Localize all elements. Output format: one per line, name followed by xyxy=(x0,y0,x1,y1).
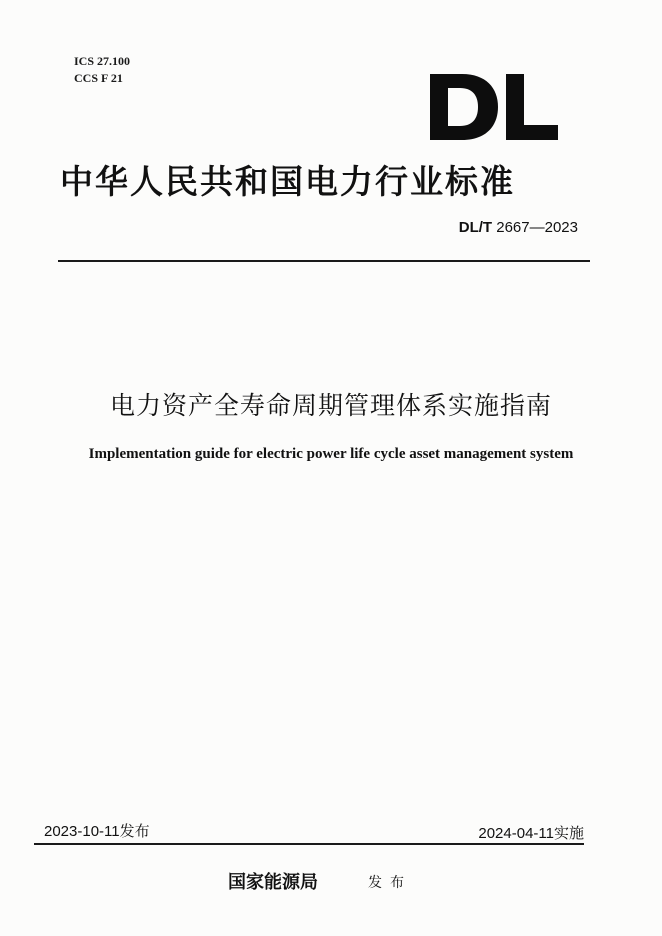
document-title-english: Implementation guide for electric power life cycle asset management system xyxy=(88,446,574,462)
standard-code: DL/T xyxy=(458,219,493,236)
standard-number xyxy=(459,219,578,236)
bottom-divider xyxy=(34,843,584,845)
standard-type-heading: 中华人民共和国电力行业标准 xyxy=(60,162,515,201)
ics-code: ICS 27.100 xyxy=(74,54,131,68)
document-title-chinese: 电力资产全寿命周期管理体系实施指南 xyxy=(109,391,552,420)
issue-label: 发布 xyxy=(368,875,412,891)
standard-number-value: 2667—2023 xyxy=(496,219,578,236)
ccs-code: CCS F 21 xyxy=(74,71,123,85)
effective-date: 2024-04-11实施 xyxy=(478,825,584,842)
release-date: 2023-10-11发布 xyxy=(44,823,150,840)
issuing-authority: 国家能源局 xyxy=(228,872,318,893)
top-divider xyxy=(58,260,590,262)
dl-logo xyxy=(428,72,560,142)
